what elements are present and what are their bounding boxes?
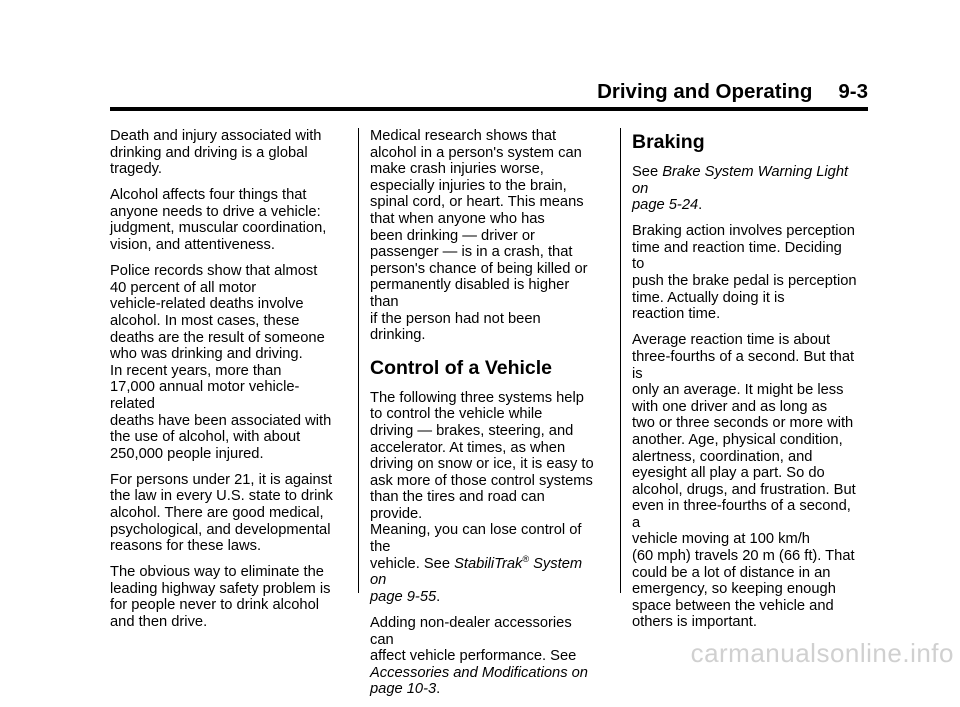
- paragraph: The obvious way to eliminate the leading highway safety problem is for people never to drink alcohol and then drive.: [110, 564, 331, 631]
- column-1: [110, 128, 336, 640]
- registered-mark: ®: [522, 553, 530, 564]
- column-divider: [358, 128, 359, 593]
- paragraph: Braking action involves perception time and reaction time. Deciding to push the brake pedal is perception time. Actually doing it is reaction time.: [632, 223, 857, 323]
- paragraph-text: Adding non-dealer accessories can affect vehicle performance. See: [370, 614, 577, 665]
- cross-reference-link[interactable]: StabiliTrak® System on page 9-55: [370, 553, 583, 605]
- cross-reference-link[interactable]: Brake System Warning Light on page 5-24: [632, 164, 849, 214]
- section-title: Driving and Operating: [597, 80, 813, 103]
- paragraph: Death and injury associated with drinking and driving is a global tragedy.: [110, 128, 322, 178]
- page-header: [110, 80, 868, 104]
- paragraph: Adding non-dealer accessories can affect vehicle performance. See Accessories and Modifications on page 10-3.: [370, 614, 588, 698]
- paragraph: Police records show that almost 40 percent of all motor vehicle-related deaths involve alcohol. In most cases, these deaths are the result of someone who was drinking and driving. In recent years, more than 17,000 annual motor vehicle-related deaths have been associated with the use of alcohol, with about 250,000 people injured.: [110, 263, 332, 462]
- page-number: 9-3: [838, 80, 868, 103]
- header-rule: [110, 107, 868, 111]
- paragraph: The following three systems help to control the vehicle while driving — brakes, steering, and accelerator. At times, as when driving on snow or ice, it is easy to ask more of those control systems than the tires and road can provide. Meaning, you can lose control of the vehicle. See StabiliTrak® System on page 9-55.: [370, 389, 594, 605]
- paragraph: For persons under 21, it is against the law in every U.S. state to drink alcohol. There are good medical, psychological, and developmental reasons for these laws.: [110, 471, 333, 555]
- paragraph: Average reaction time is about three-fourths of a second. But that is only an average. It might be less with one driver and as long as two or three seconds or more with another. Age, physical condition, alertness, coordination, and eyesight all play a part. So do alcohol, drugs, and frustration. But even in three-fourths of a second, a vehicle moving at 100 km/h (60 mph) travels 20 m (66 ft). That could be a lot of distance in an emergency, so keeping enough space between the vehicle and others is important.: [632, 332, 856, 631]
- column-3: [632, 128, 858, 641]
- column-divider: [620, 128, 621, 593]
- paragraph: See Brake System Warning Light on page 5-24.: [632, 164, 849, 214]
- section-heading-control: Control of a Vehicle: [370, 356, 553, 379]
- paragraph-text: The following three systems help to control the vehicle while driving — brakes, steering, and accelerator. At times, as when driving on snow or ice, it is easy to ask more of those control systems than the tires and road can provide. Meaning, you can lose control of the vehicle. See: [370, 389, 594, 572]
- watermark: carmanualsonline.info: [690, 638, 954, 668]
- section-heading-braking: Braking: [632, 131, 705, 153]
- paragraph: Alcohol affects four things that anyone needs to drive a vehicle: judgment, muscular coordination, vision, and attentiveness.: [110, 187, 327, 254]
- cross-reference-link[interactable]: Accessories and Modifications on page 10-3: [370, 664, 588, 698]
- paragraph: Medical research shows that alcohol in a person's system can make crash injuries worse, especially injuries to the brain, spinal cord, or heart. This means that when anyone who has been drinking — driver or passenger — is in a crash, that person's chance of being killed or permanently disabled is higher than if the person had not been drinking.: [370, 128, 588, 344]
- column-2: [370, 128, 596, 707]
